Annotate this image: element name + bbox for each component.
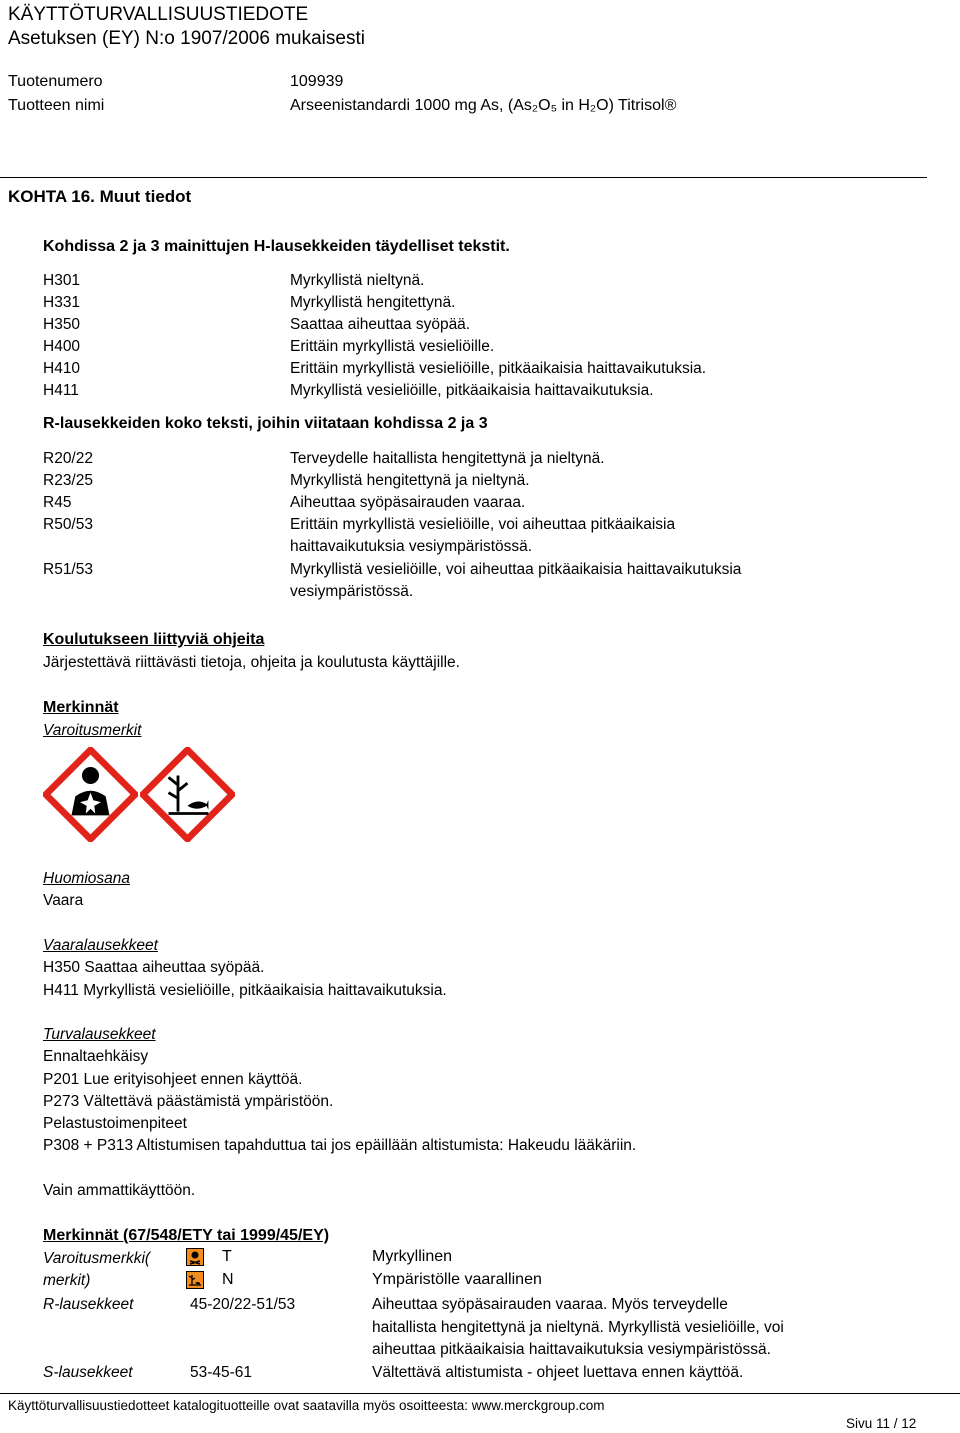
header-divider <box>0 177 927 178</box>
h-code: H331 <box>43 294 81 311</box>
h-code: H410 <box>43 360 81 377</box>
r-code: R20/22 <box>43 450 93 467</box>
footer-divider <box>0 1393 960 1394</box>
health-hazard-icon <box>43 747 138 842</box>
h-text: Saattaa aiheuttaa syöpää. <box>290 316 471 333</box>
h-code: H400 <box>43 338 81 355</box>
old-symbol-letter: T <box>222 1248 232 1265</box>
r-text: Terveydelle haitallista hengitettynä ja nieltynä. <box>290 450 605 467</box>
hazard-statement: H411 Myrkyllistä vesieliöille, pitkäaikaisia haittavaikutuksia. <box>43 982 447 999</box>
pictograms-label: Varoitusmerkit <box>43 722 142 739</box>
document-subtitle: Asetuksen (EY) N:o 1907/2006 mukaisesti <box>8 28 365 49</box>
environment-icon <box>140 747 235 842</box>
hazard-statements-label: Vaaralausekkeet <box>43 937 158 954</box>
r-phrases-text: haitallista hengitettynä ja nieltynä. Myrkyllistä vesieliöille, voi <box>372 1319 784 1336</box>
h-text: Myrkyllistä nieltynä. <box>290 272 425 289</box>
toxic-icon <box>186 1248 204 1266</box>
h-code: H411 <box>43 382 79 399</box>
s-phrases-label: S-lausekkeet <box>43 1364 133 1381</box>
r-code: R45 <box>43 494 72 511</box>
r-text: haittavaikutuksia vesiympäristössä. <box>290 538 533 555</box>
h-code: H301 <box>43 272 81 289</box>
h-text: Erittäin myrkyllistä vesieliöille. <box>290 338 495 355</box>
signal-word-label: Huomiosana <box>43 870 131 887</box>
s-phrases-codes: 53-45-61 <box>190 1364 253 1381</box>
training-heading: Koulutukseen liittyviä ohjeita <box>43 631 265 648</box>
response-label: Pelastustoimenpiteet <box>43 1115 187 1132</box>
old-symbol-meaning: Myrkyllinen <box>372 1248 453 1265</box>
old-symbol-meaning: Ympäristölle vaarallinen <box>372 1271 542 1288</box>
r-code: R51/53 <box>43 561 93 578</box>
r-text: Myrkyllistä vesieliöille, voi aiheuttaa pitkäaikaisia haittavaikutuksia <box>290 561 742 578</box>
precautionary-statement: P201 Lue erityisohjeet ennen käyttöä. <box>43 1071 303 1088</box>
h-text: Myrkyllistä vesieliöille, pitkäaikaisia haittavaikutuksia. <box>290 382 654 399</box>
precautionary-label: Turvalausekkeet <box>43 1026 156 1043</box>
old-symbols-label-cont: merkit) <box>43 1272 91 1289</box>
r-code: R50/53 <box>43 516 93 533</box>
old-symbols-label: Varoitusmerkki( <box>43 1250 151 1267</box>
old-symbol-letter: N <box>222 1271 234 1288</box>
professional-use-note: Vain ammattikäyttöön. <box>43 1182 196 1199</box>
h-code: H350 <box>43 316 81 333</box>
r-phrases-codes: 45-20/22-51/53 <box>190 1296 296 1313</box>
footer-text: Käyttöturvallisuustiedotteet katalogituotteille ovat saatavilla myös osoitteesta: www.merckgroup.com <box>8 1398 605 1413</box>
training-text: Järjestettävä riittävästi tietoja, ohjeita ja koulutusta käyttäjille. <box>43 654 460 671</box>
r-statements-heading: R-lausekkeiden koko teksti, joihin viitataan kohdissa 2 ja 3 <box>43 415 488 432</box>
r-phrases-text: Aiheuttaa syöpäsairauden vaaraa. Myös terveydelle <box>372 1296 728 1313</box>
h-statements-heading: Kohdissa 2 ja 3 mainittujen H-lausekkeiden täydelliset tekstit. <box>43 238 510 255</box>
product-name: Arseenistandardi 1000 mg As, (As₂O₅ in H₂O) Titrisol® <box>290 97 677 114</box>
r-phrases-label: R-lausekkeet <box>43 1296 134 1313</box>
r-code: R23/25 <box>43 472 93 489</box>
precautionary-statement: P273 Vältettävä päästämistä ympäristöön. <box>43 1093 334 1110</box>
prevention-label: Ennaltaehkäisy <box>43 1048 149 1065</box>
h-text: Erittäin myrkyllistä vesieliöille, pitkäaikaisia haittavaikutuksia. <box>290 360 707 377</box>
signal-word: Vaara <box>43 892 84 909</box>
hazard-statement: H350 Saattaa aiheuttaa syöpää. <box>43 959 265 976</box>
old-labelling-heading: Merkinnät (67/548/ETY tai 1999/45/EY) <box>43 1227 330 1244</box>
product-name-label: Tuotteen nimi <box>8 97 105 114</box>
s-phrases-text: Vältettävä altistumista - ohjeet luettava ennen käyttöä. <box>372 1364 744 1381</box>
labelling-heading: Merkinnät <box>43 699 119 716</box>
document-title: KÄYTTÖTURVALLISUUSTIEDOTE <box>8 4 309 25</box>
r-text: vesiympäristössä. <box>290 583 414 600</box>
r-text: Erittäin myrkyllistä vesieliöille, voi aiheuttaa pitkäaikaisia <box>290 516 676 533</box>
product-number-label: Tuotenumero <box>8 73 103 90</box>
page-number: Sivu 11 / 12 <box>846 1416 917 1431</box>
h-text: Myrkyllistä hengitettynä. <box>290 294 456 311</box>
r-phrases-text: aiheuttaa pitkäaikaisia haittavaikutuksia vesiympäristössä. <box>372 1341 771 1358</box>
product-number: 109939 <box>290 73 344 90</box>
response-statement: P308 + P313 Altistumisen tapahduttua tai jos epäillään altistumista: Hakeudu lääkäriin. <box>43 1137 637 1154</box>
r-text: Myrkyllistä hengitettynä ja nieltynä. <box>290 472 530 489</box>
r-text: Aiheuttaa syöpäsairauden vaaraa. <box>290 494 526 511</box>
environment-small-icon <box>186 1271 204 1289</box>
section-title: KOHTA 16. Muut tiedot <box>8 187 192 206</box>
